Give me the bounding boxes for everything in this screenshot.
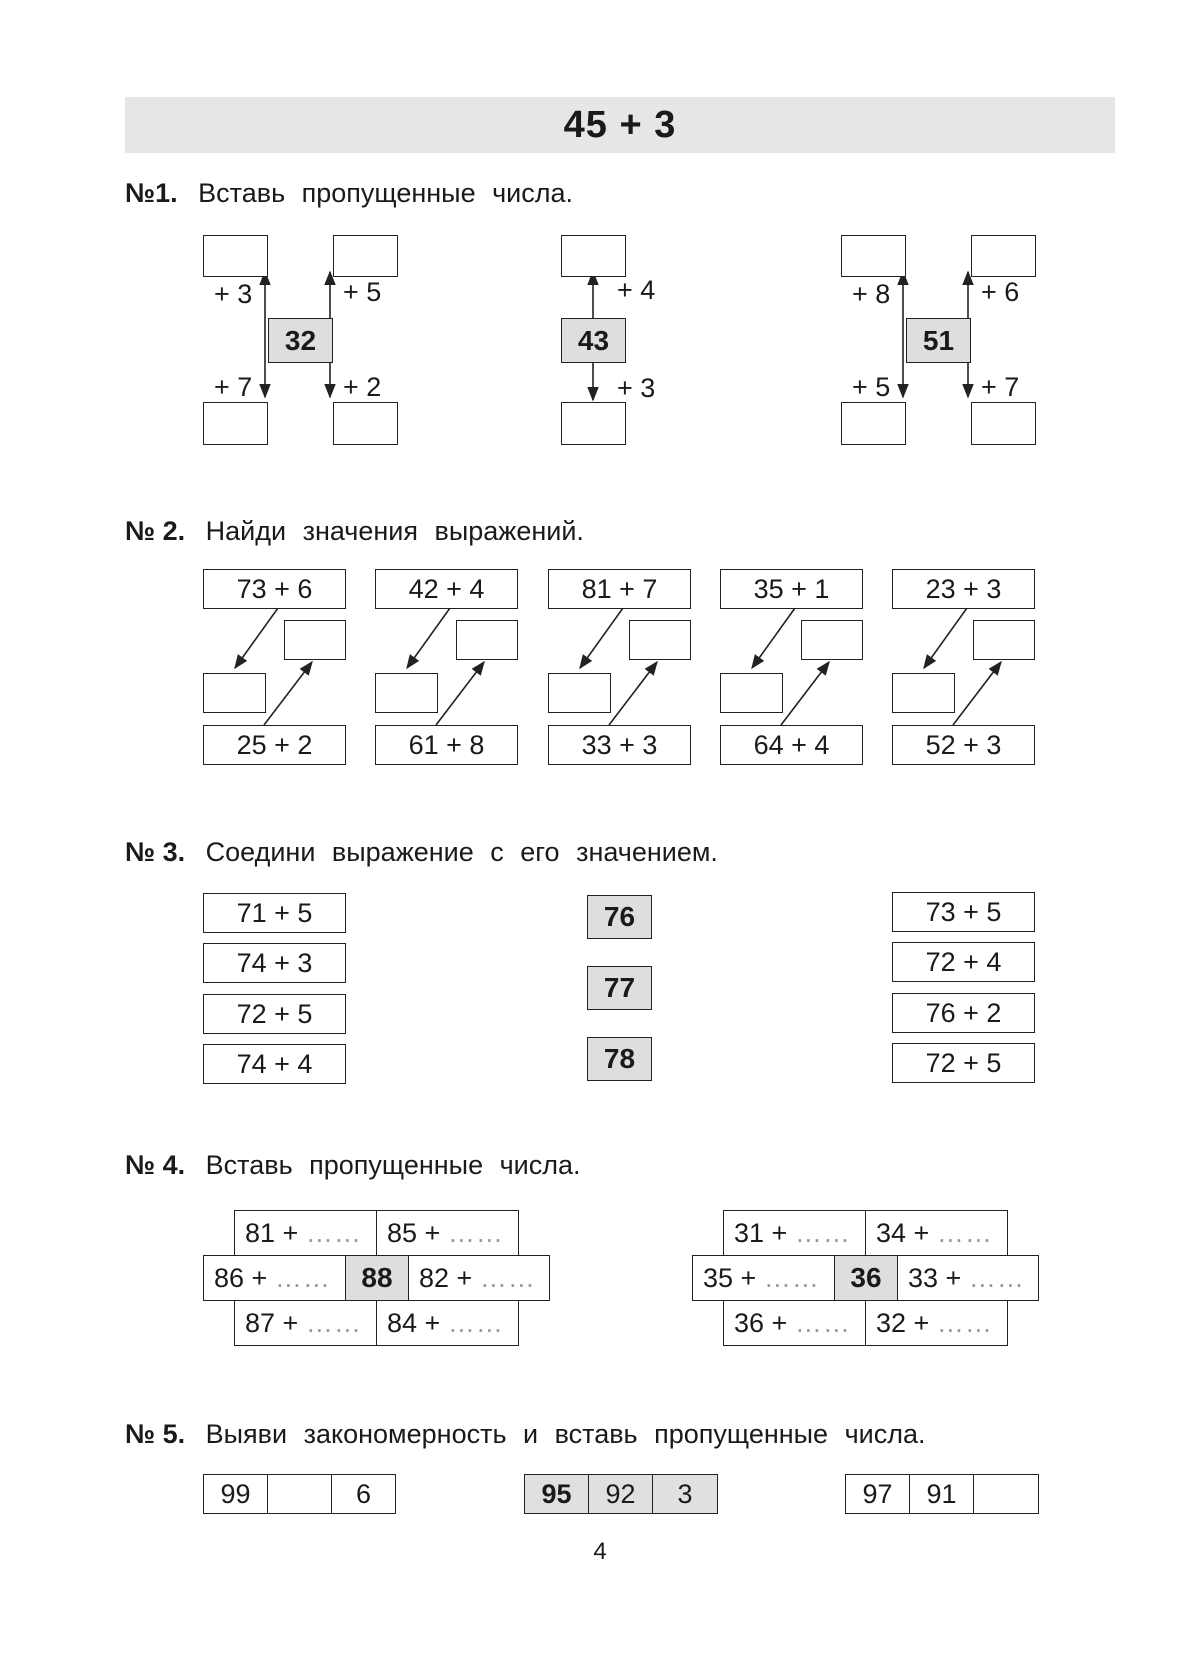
right-expression[interactable]: 73 + 5 [892,892,1035,932]
task3-text: Соедини выражение с его значением. [205,837,718,867]
center-number: 32 [268,318,333,363]
grid-center-number: 36 [834,1255,898,1301]
answer-box[interactable] [548,673,611,713]
answer-box[interactable] [971,235,1036,277]
blank-dots: …… [447,1308,504,1338]
answer-box[interactable] [720,673,783,713]
answer-box[interactable] [561,402,626,445]
grid-cell[interactable] [865,1300,1008,1346]
arrow-t2-5-a [924,608,967,668]
blank-dots: …… [794,1218,851,1248]
step-label: + 7 [214,372,253,402]
expression-bottom: 61 + 8 [375,725,518,765]
grid-cell[interactable] [376,1300,519,1346]
blank-dots: …… [479,1263,536,1293]
step-label: + 8 [852,279,891,309]
step-label: + 3 [617,373,656,403]
task5-number: № 5. [125,1419,186,1449]
center-number: 51 [906,318,971,363]
center-number: 43 [561,318,626,363]
answer-box[interactable] [333,402,398,445]
sequence-cell: 6 [331,1474,396,1514]
right-expression[interactable]: 76 + 2 [892,993,1035,1033]
cell-expression: 84 + [387,1308,441,1338]
expression-top: 23 + 3 [892,569,1035,609]
answer-box[interactable] [892,673,955,713]
step-label: + 6 [981,277,1020,307]
answer-box[interactable] [284,620,346,660]
blank-dots: …… [794,1308,851,1338]
grid-cell[interactable] [723,1300,866,1346]
expression-bottom: 64 + 4 [720,725,863,765]
task1-number: №1. [125,178,178,208]
arrow-t2-1-a [235,608,278,668]
blank-dots: …… [305,1308,362,1338]
blank-dots: …… [968,1263,1025,1293]
sequence-blank[interactable] [973,1474,1039,1514]
left-expression[interactable]: 74 + 4 [203,1044,346,1084]
blank-dots: …… [936,1308,993,1338]
step-label: + 2 [343,372,382,402]
answer-box[interactable] [375,673,438,713]
expression-top: 35 + 1 [720,569,863,609]
value-box[interactable]: 76 [587,895,652,939]
sequence-cell: 99 [203,1474,268,1514]
sequence-cell: 91 [909,1474,974,1514]
expression-bottom: 33 + 3 [548,725,691,765]
task2-number: № 2. [125,516,186,546]
cell-expression: 82 + [419,1263,473,1293]
answer-box[interactable] [333,235,398,277]
answer-box[interactable] [456,620,518,660]
cell-expression: 36 + [734,1308,788,1338]
grid-center-number: 88 [345,1255,409,1301]
arrow-t2-2-a [407,608,450,668]
sequence-blank[interactable] [267,1474,332,1514]
cell-expression: 34 + [876,1218,930,1248]
expression-bottom: 25 + 2 [203,725,346,765]
grid-cell[interactable] [234,1210,377,1256]
blank-dots: …… [936,1218,993,1248]
expression-bottom: 52 + 3 [892,725,1035,765]
cell-expression: 33 + [908,1263,962,1293]
answer-box[interactable] [629,620,691,660]
blank-dots: …… [274,1263,331,1293]
step-label: + 5 [343,277,382,307]
grid-cell[interactable] [723,1210,866,1256]
step-label: + 3 [214,279,253,309]
expression-top: 73 + 6 [203,569,346,609]
task2-heading [125,516,584,547]
cell-expression: 85 + [387,1218,441,1248]
grid-cell[interactable] [376,1210,519,1256]
left-expression[interactable]: 71 + 5 [203,893,346,933]
grid-cell[interactable] [408,1255,550,1301]
grid-cell[interactable] [897,1255,1039,1301]
cell-expression: 35 + [703,1263,757,1293]
task5-heading [125,1419,926,1450]
expression-top: 42 + 4 [375,569,518,609]
sequence-cell: 3 [652,1474,718,1514]
answer-box[interactable] [841,235,906,277]
value-box[interactable]: 77 [587,966,652,1010]
value-box[interactable]: 78 [587,1037,652,1081]
grid-cell[interactable] [234,1300,377,1346]
task1-text: Вставь пропущенные числа. [198,178,574,208]
left-expression[interactable]: 72 + 5 [203,994,346,1034]
sequence-cell: 97 [845,1474,910,1514]
cell-expression: 86 + [214,1263,268,1293]
grid-cell[interactable] [203,1255,346,1301]
answer-box[interactable] [841,402,906,445]
task3-heading [125,837,718,868]
step-label: + 7 [981,372,1020,402]
sequence-cell: 95 [524,1474,589,1514]
arrow-t2-4-b [781,662,829,725]
step-label: + 4 [617,275,656,305]
answer-box[interactable] [203,402,268,445]
cell-expression: 31 + [734,1218,788,1248]
task3-number: № 3. [125,837,186,867]
arrow-t2-1-b [264,662,312,725]
answer-box[interactable] [203,673,266,713]
blank-dots: …… [447,1218,504,1248]
answer-box[interactable] [801,620,863,660]
blank-dots: …… [763,1263,820,1293]
right-expression[interactable]: 72 + 5 [892,1043,1035,1083]
grid-cell[interactable] [865,1210,1008,1256]
answer-box[interactable] [973,620,1035,660]
sequence-cell: 92 [588,1474,653,1514]
answer-box[interactable] [561,235,626,277]
cell-expression: 32 + [876,1308,930,1338]
arrow-t2-3-a [580,608,623,668]
left-expression[interactable]: 74 + 3 [203,943,346,983]
right-expression[interactable]: 72 + 4 [892,942,1035,982]
task4-text: Вставь пропущенные числа. [205,1150,581,1180]
grid-cell[interactable] [692,1255,835,1301]
answer-box[interactable] [971,402,1036,445]
blank-dots: …… [305,1218,362,1248]
task1-heading [125,178,573,209]
answer-box[interactable] [203,235,268,277]
arrow-t2-4-a [752,608,795,668]
step-label: + 5 [852,372,891,402]
task5-text: Выяви закономерность и вставь пропущенные числа. [205,1419,926,1449]
cell-expression: 87 + [245,1308,299,1338]
arrow-t2-5-b [953,662,1001,725]
expression-top: 81 + 7 [548,569,691,609]
task4-heading [125,1150,581,1181]
task4-number: № 4. [125,1150,186,1180]
task2-text: Найди значения выражений. [205,516,584,546]
page-number: 4 [593,1538,607,1565]
arrow-t2-3-b [609,662,657,725]
page-title: 45 + 3 [563,104,677,146]
arrow-t2-2-b [436,662,484,725]
cell-expression: 81 + [245,1218,299,1248]
